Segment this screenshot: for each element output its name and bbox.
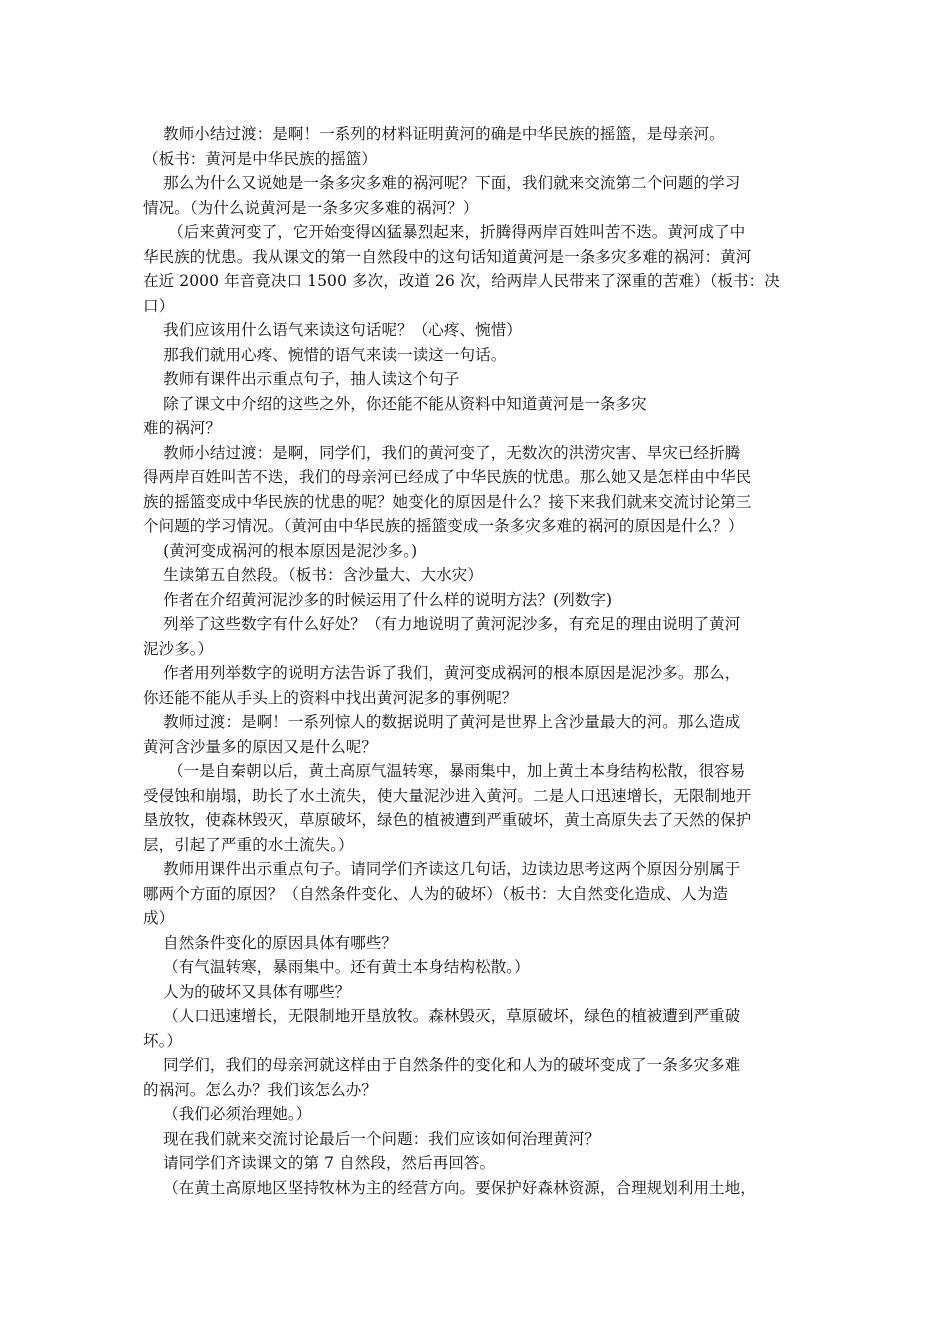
text-line: 个问题的学习情况。（黄河由中华民族的摇篮变成一条多灾多难的祸河的原因是什么？） (143, 517, 744, 535)
text-line: (黄河变成祸河的根本原因是泥沙多。) (143, 541, 418, 560)
text-line: 泥沙多。） (143, 639, 214, 658)
text-line: 自然条件变化的原因具体有哪些？ (143, 933, 398, 952)
lesson-plan-text (143, 122, 823, 1200)
text-line: 列举了这些数字有什么好处？（有力地说明了黄河泥沙多，有充足的理由说明了黄河 (143, 615, 741, 633)
text-line: 层，引起了严重的水土流失。） (143, 835, 354, 854)
text-line: 成） (143, 909, 175, 927)
text-line: 族的摇篮变成中华民族的忧患的呢？她变化的原因是什么？接下来我们就来交流讨论第三 (143, 492, 752, 511)
text-line: 教师有课件出示重点句子，抽人读这个句子 (143, 370, 460, 388)
text-line: 得两岸百姓叫苦不迭，我们的母亲河已经成了中华民族的忧患。那么她又是怎样由中华民 (143, 468, 752, 486)
text-line: 现在我们就来交流讨论最后一个问题：我们应该如何治理黄河？ (143, 1129, 600, 1148)
text-line: 哪两个方面的原因？（自然条件变化、人为的破坏）（板书：大自然变化造成、人为造 (143, 884, 729, 903)
text-line: 那么为什么又说她是一条多灾多难的祸河呢？下面，我们就来交流第二个问题的学习 (143, 174, 741, 192)
text-line: 难的祸河？ (143, 419, 222, 437)
text-line: 那我们就用心疼、惋惜的语气来读一读这一句话。 (143, 345, 507, 364)
text-line: 教师用课件出示重点句子。请同学们齐读这几句话，边读边思考这两个原因分别属于 (143, 860, 741, 878)
text-line: 口） (143, 296, 175, 315)
text-line: 在近 2000 年音竟决口 1500 多次，改道 26 次，给两岸人民带来了深重的苦难）（板书：决 (143, 272, 780, 290)
text-line: 作者在介绍黄河泥沙多的时候运用了什么样的说明方法？(列数字) (143, 590, 613, 609)
text-line: 黄河含沙量多的原因又是什么呢？ (143, 737, 378, 756)
text-line: 我们应该用什么语气来读这句话呢？（心疼、惋惜） (143, 321, 522, 339)
text-line: 除了课文中介绍的这些之外，你还能不能从资料中知道黄河是一条多灾 (143, 394, 647, 413)
text-line: （后来黄河变了，它开始变得凶猛暴烈起来，折腾得两岸百姓叫苦不迭。黄河成了中 (143, 223, 746, 241)
text-line: （板书：黄河是中华民族的摇篮） (143, 149, 378, 168)
text-line: 坏。） (143, 1031, 183, 1050)
text-line: 的祸河。怎么办？我们该怎么办？ (143, 1080, 378, 1099)
text-line: 教师过渡：是啊！一系列惊人的数据说明了黄河是世界上含沙量最大的河。那么造成 (143, 713, 741, 731)
text-line: 请同学们齐读课文的第 7 自然段，然后再回答。 (143, 1154, 496, 1172)
text-line: 人为的破坏又具体有哪些？ (143, 982, 351, 1001)
text-line: 教师小结过渡：是啊！一系列的材料证明黄河的确是中华民族的摇篮，是母亲河。 (143, 125, 725, 143)
text-line: （在黄土高原地区坚持牧林为主的经营方向。要保护好森林资源，合理规划利用土地， (143, 1178, 756, 1197)
text-line: 垦放牧，使森林毁灭，草原破坏，绿色的植被遭到严重破坏，黄土高原失去了天然的保护 (143, 811, 752, 829)
text-line: 你还能不能从手头上的资料中找出黄河泥多的事例呢？ (143, 688, 518, 707)
text-line: （有气温转寒，暴雨集中。还有黄土本身结构松散。） (143, 958, 530, 976)
text-line: 同学们，我们的母亲河就这样由于自然条件的变化和人为的破坏变成了一条多灾多难 (143, 1056, 741, 1074)
text-line: 华民族的忧患。我从课文的第一自然段中的这句话知道黄河是一条多灾多难的祸河：黄河 (143, 247, 752, 266)
text-line: 受侵蚀和崩塌，助长了水土流失，使大量泥沙进入黄河。二是人口迅速增长，无限制地开 (143, 786, 752, 805)
text-line: （我们必须治理她。） (143, 1105, 312, 1123)
text-line: （一是自秦朝以后，黄土高原气温转寒，暴雨集中，加上黄土本身结构松散，很容易 (143, 762, 746, 780)
text-line: 生读第五自然段。（板书：含沙量大、大水灾） (143, 566, 483, 584)
text-line: 作者用列举数字的说明方法告诉了我们，黄河变成祸河的根本原因是泥沙多。那么， (143, 664, 741, 682)
text-line: 情况。（为什么说黄河是一条多灾多难的祸河？） (143, 198, 479, 217)
text-line: 教师小结过渡：是啊，同学们，我们的黄河变了，无数次的洪涝灾害、旱灾已经折腾 (143, 443, 741, 462)
text-line: （人口迅速增长，无限制地开垦放牧。森林毁灭，草原破坏，绿色的植被遭到严重破 (143, 1007, 741, 1025)
